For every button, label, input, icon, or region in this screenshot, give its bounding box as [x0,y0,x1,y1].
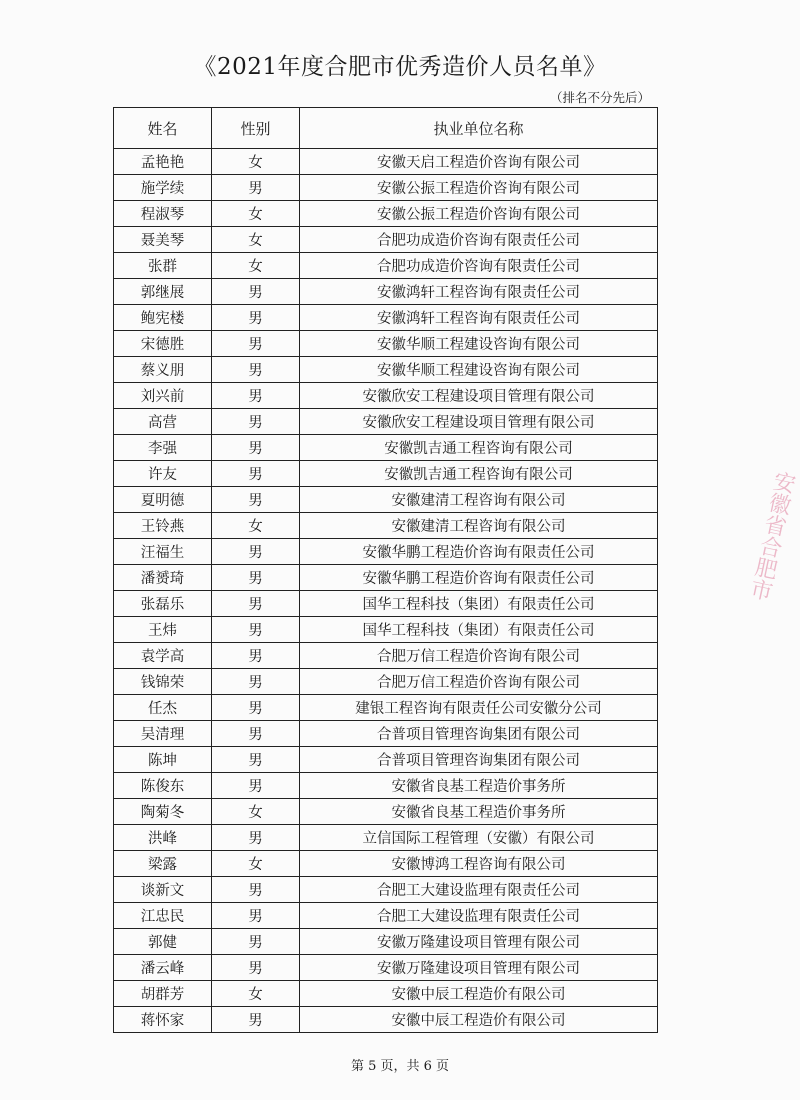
document-title: 《2021年度合肥市优秀造价人员名单》 [193,54,607,80]
table-row [114,279,658,305]
table-row [114,877,658,903]
table-row [114,461,658,487]
table-row [114,773,658,799]
cell-name: 陈俊东 [114,773,212,799]
cell-gender: 男 [212,747,300,773]
table-row [114,227,658,253]
cell-gender: 男 [212,175,300,201]
cell-gender: 女 [212,513,300,539]
table-row [114,149,658,175]
header-name: 姓名 [114,108,212,149]
table-row [114,201,658,227]
cell-gender: 女 [212,253,300,279]
table-row [114,721,658,747]
table-row [114,331,658,357]
cell-name: 程淑琴 [114,201,212,227]
cell-name: 潘云峰 [114,955,212,981]
table-row [114,565,658,591]
page-footer: 第 5 页，共 6 页 [350,1059,450,1074]
cell-company: 安徽建清工程咨询有限公司 [300,487,658,513]
table-row [114,357,658,383]
cell-gender: 女 [212,981,300,1007]
cell-name: 夏明德 [114,487,212,513]
cell-name: 张群 [114,253,212,279]
cell-gender: 男 [212,279,300,305]
ranking-note: （排名不分先后） [549,90,650,105]
cell-company: 立信国际工程管理（安徽）有限公司 [300,825,658,851]
table-row [114,513,658,539]
cell-company: 安徽省良基工程造价事务所 [300,773,658,799]
cell-name: 聂美琴 [114,227,212,253]
cell-gender: 男 [212,877,300,903]
cell-name: 谈新文 [114,877,212,903]
table-row [114,435,658,461]
cell-company: 安徽公振工程造价咨询有限公司 [300,175,658,201]
cell-company: 安徽省良基工程造价事务所 [300,799,658,825]
table-row [114,591,658,617]
table-row [114,851,658,877]
cell-gender: 男 [212,461,300,487]
table-row [114,747,658,773]
cell-company: 安徽凯吉通工程咨询有限公司 [300,435,658,461]
cell-name: 汪福生 [114,539,212,565]
cell-gender: 男 [212,383,300,409]
cell-name: 郭继展 [114,279,212,305]
cell-name: 陈坤 [114,747,212,773]
cell-name: 施学续 [114,175,212,201]
table-row [114,383,658,409]
header-company: 执业单位名称 [300,108,658,149]
cell-gender: 女 [212,201,300,227]
cell-gender: 男 [212,565,300,591]
table-body [114,149,658,1033]
cell-name: 钱锦荣 [114,669,212,695]
cell-gender: 男 [212,643,300,669]
cell-name: 孟艳艳 [114,149,212,175]
cell-gender: 女 [212,851,300,877]
cell-company: 安徽华顺工程建设咨询有限公司 [300,331,658,357]
table-row [114,695,658,721]
table-row [114,617,658,643]
table-row [114,669,658,695]
cell-company: 安徽天启工程造价咨询有限公司 [300,149,658,175]
cell-gender: 男 [212,617,300,643]
cell-gender: 男 [212,1007,300,1033]
cell-name: 陶菊冬 [114,799,212,825]
cell-gender: 男 [212,669,300,695]
table-row [114,305,658,331]
table-row [114,487,658,513]
cell-gender: 男 [212,955,300,981]
cell-name: 胡群芳 [114,981,212,1007]
cell-company: 安徽华鹏工程造价咨询有限责任公司 [300,565,658,591]
cell-company: 安徽凯吉通工程咨询有限公司 [300,461,658,487]
table-row [114,903,658,929]
cell-company: 安徽建清工程咨询有限公司 [300,513,658,539]
cell-name: 张磊乐 [114,591,212,617]
cell-gender: 男 [212,305,300,331]
cell-name: 许友 [114,461,212,487]
cell-gender: 男 [212,331,300,357]
cell-company: 合普项目管理咨询集团有限公司 [300,721,658,747]
cell-gender: 男 [212,721,300,747]
cell-company: 合肥功成造价咨询有限责任公司 [300,253,658,279]
seal-stamp: 安徽省合肥市 [745,468,798,603]
cell-company: 安徽鸿轩工程咨询有限责任公司 [300,305,658,331]
table-row [114,825,658,851]
header-gender: 性别 [212,108,300,149]
cell-company: 合普项目管理咨询集团有限公司 [300,747,658,773]
cell-name: 宋德胜 [114,331,212,357]
cell-company: 合肥万信工程造价咨询有限公司 [300,669,658,695]
cell-company: 安徽中辰工程造价有限公司 [300,981,658,1007]
cell-gender: 男 [212,929,300,955]
table-row [114,539,658,565]
cell-name: 蔡义朋 [114,357,212,383]
cell-gender: 男 [212,357,300,383]
cell-company: 合肥功成造价咨询有限责任公司 [300,227,658,253]
table-header-row [114,108,658,149]
cell-gender: 女 [212,227,300,253]
cell-gender: 女 [212,149,300,175]
cell-company: 合肥工大建设监理有限责任公司 [300,877,658,903]
cell-company: 安徽华顺工程建设咨询有限公司 [300,357,658,383]
cell-gender: 男 [212,409,300,435]
cell-company: 安徽欣安工程建设项目管理有限公司 [300,383,658,409]
cell-gender: 男 [212,487,300,513]
cell-name: 江忠民 [114,903,212,929]
cell-company: 安徽公振工程造价咨询有限公司 [300,201,658,227]
table-row [114,409,658,435]
cell-gender: 男 [212,539,300,565]
table-row [114,253,658,279]
cell-company: 安徽万隆建设项目管理有限公司 [300,955,658,981]
cell-name: 袁学高 [114,643,212,669]
cell-name: 鲍宪楼 [114,305,212,331]
cell-gender: 男 [212,695,300,721]
cell-name: 刘兴前 [114,383,212,409]
cell-company: 安徽鸿轩工程咨询有限责任公司 [300,279,658,305]
cell-gender: 男 [212,825,300,851]
cell-company: 安徽中辰工程造价有限公司 [300,1007,658,1033]
table-row [114,175,658,201]
cell-company: 合肥万信工程造价咨询有限公司 [300,643,658,669]
cell-gender: 男 [212,903,300,929]
cell-name: 王铃燕 [114,513,212,539]
cell-name: 梁露 [114,851,212,877]
table-row [114,1007,658,1033]
cell-gender: 男 [212,435,300,461]
cell-company: 国华工程科技（集团）有限责任公司 [300,591,658,617]
table-row [114,929,658,955]
personnel-table [113,107,658,1033]
cell-name: 洪峰 [114,825,212,851]
cell-gender: 女 [212,799,300,825]
table-row [114,643,658,669]
cell-company: 安徽博鸿工程咨询有限公司 [300,851,658,877]
cell-company: 安徽欣安工程建设项目管理有限公司 [300,409,658,435]
cell-name: 蒋怀家 [114,1007,212,1033]
cell-name: 潘赟琦 [114,565,212,591]
cell-name: 郭健 [114,929,212,955]
cell-company: 合肥工大建设监理有限责任公司 [300,903,658,929]
cell-company: 国华工程科技（集团）有限责任公司 [300,617,658,643]
cell-name: 吴清理 [114,721,212,747]
table-row [114,955,658,981]
cell-gender: 男 [212,591,300,617]
cell-name: 高营 [114,409,212,435]
table-row [114,799,658,825]
cell-gender: 男 [212,773,300,799]
cell-name: 李强 [114,435,212,461]
cell-company: 安徽华鹏工程造价咨询有限责任公司 [300,539,658,565]
cell-name: 王炜 [114,617,212,643]
cell-name: 任杰 [114,695,212,721]
cell-company: 安徽万隆建设项目管理有限公司 [300,929,658,955]
cell-company: 建银工程咨询有限责任公司安徽分公司 [300,695,658,721]
table-row [114,981,658,1007]
